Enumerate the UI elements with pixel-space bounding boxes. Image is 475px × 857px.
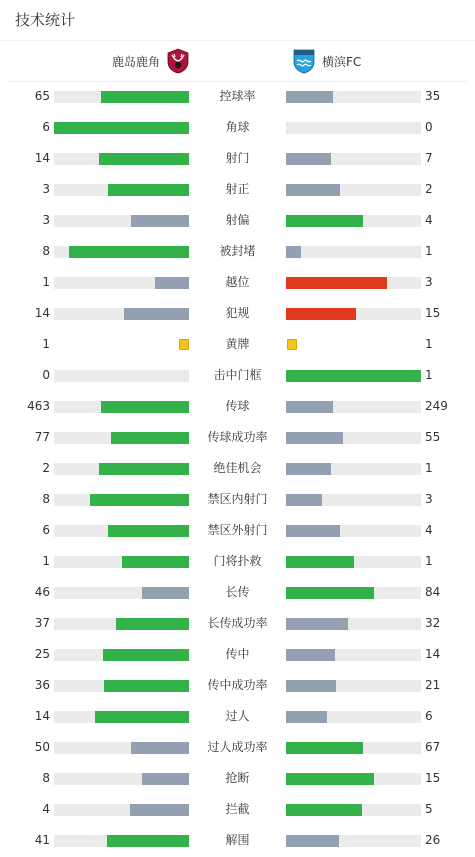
home-stat-value: 46: [34, 585, 50, 599]
away-stat-bar: [286, 556, 421, 568]
home-stat-value: 14: [34, 306, 50, 320]
away-stat-value: 6: [425, 709, 433, 723]
home-stat-bar: [54, 742, 189, 754]
away-stat-bar: [286, 184, 421, 196]
away-stat-bar-fill: [286, 835, 339, 847]
stat-row: [0, 361, 475, 392]
away-stat-value: 3: [425, 492, 433, 506]
home-stat-bar: [54, 649, 189, 661]
home-stat-bar-fill: [130, 804, 189, 816]
stat-row: [0, 826, 475, 857]
stat-row: [0, 640, 475, 671]
away-stat-value: 7: [425, 151, 433, 165]
home-stat-bar-fill: [122, 556, 190, 568]
home-stat-bar-fill: [108, 525, 189, 537]
away-stat-value: 32: [425, 616, 441, 630]
home-stat-value: 25: [34, 647, 50, 661]
stat-label: 犯规: [225, 306, 250, 320]
home-stat-value: 37: [34, 616, 50, 630]
stat-row: [0, 113, 475, 144]
home-stat-bar-fill: [131, 215, 189, 227]
away-stat-value: 15: [425, 306, 441, 320]
stat-row: [0, 144, 475, 175]
stat-label: 传中成功率: [207, 678, 268, 692]
away-stat-bar: [286, 215, 421, 227]
away-stat-bar: [286, 835, 421, 847]
stat-row: [0, 547, 475, 578]
stat-label: 射门: [225, 151, 250, 165]
home-stat-value: 2: [42, 461, 50, 475]
away-stat-bar: [286, 308, 421, 320]
stat-label: 角球: [225, 120, 250, 134]
kashima-antlers-crest-icon: [166, 48, 190, 74]
away-stat-bar-fill: [286, 432, 343, 444]
home-stat-bar: [54, 525, 189, 537]
away-stat-bar-fill: [286, 556, 354, 568]
away-stat-value: 1: [425, 244, 433, 258]
stat-row: [0, 423, 475, 454]
home-stat-value: 65: [34, 89, 50, 103]
home-stat-bar: [54, 711, 189, 723]
away-stat-bar-fill: [286, 277, 387, 289]
home-stat-value: 6: [42, 523, 50, 537]
home-stat-value: 77: [34, 430, 50, 444]
home-stat-bar: [54, 122, 189, 134]
away-stat-bar: [286, 680, 421, 692]
home-stat-bar-fill: [95, 711, 190, 723]
home-stat-bar-fill: [142, 773, 189, 785]
stat-label: 射正: [225, 182, 250, 196]
stat-label: 长传成功率: [207, 616, 268, 630]
stat-row: [0, 237, 475, 268]
home-stat-value: 4: [42, 802, 50, 816]
away-stat-value: 21: [425, 678, 441, 692]
away-stat-value: 1: [425, 337, 433, 351]
away-stat-bar: [286, 494, 421, 506]
home-stat-bar-fill: [99, 463, 189, 475]
stat-label: 传球成功率: [207, 430, 268, 444]
home-stat-value: 36: [34, 678, 50, 692]
home-stat-bar: [54, 587, 189, 599]
stat-row: [0, 206, 475, 237]
stat-row: [0, 733, 475, 764]
away-stat-bar: [286, 91, 421, 103]
home-stat-bar: [54, 680, 189, 692]
stat-row: [0, 82, 475, 113]
stats-list: [0, 82, 475, 857]
away-stat-bar: [286, 587, 421, 599]
stat-label: 禁区内射门: [207, 492, 268, 506]
stat-row: [0, 330, 475, 361]
away-stat-value: 26: [425, 833, 441, 847]
home-team-name: 鹿岛鹿角: [111, 54, 160, 69]
away-stat-bar-fill: [286, 494, 322, 506]
away-stat-value: 84: [425, 585, 441, 599]
away-stat-bar-fill: [286, 463, 331, 475]
home-stat-value: 1: [42, 275, 50, 289]
away-stat-bar: [286, 432, 421, 444]
home-stat-bar: [54, 246, 189, 258]
away-stat-bar: [286, 153, 421, 165]
stat-row: [0, 795, 475, 826]
home-stat-bar-fill: [101, 91, 189, 103]
home-stat-bar-fill: [54, 122, 189, 134]
away-stat-value: 67: [425, 740, 441, 754]
stat-label: 越位: [225, 275, 250, 289]
stat-row: [0, 671, 475, 702]
away-stat-value: 1: [425, 461, 433, 475]
home-stat-bar: [54, 773, 189, 785]
stat-row: [0, 702, 475, 733]
home-stat-bar-fill: [155, 277, 189, 289]
away-stat-bar: [286, 463, 421, 475]
stat-row: [0, 764, 475, 795]
home-stat-bar: [54, 370, 189, 382]
away-team-name: 横滨FC: [322, 54, 362, 69]
away-stat-bar: [286, 370, 421, 382]
away-stat-bar: [286, 773, 421, 785]
home-stat-bar-fill: [90, 494, 189, 506]
away-stat-bar-fill: [286, 742, 363, 754]
home-stat-bar: [54, 215, 189, 227]
away-stat-bar: [286, 277, 421, 289]
home-stat-bar: [54, 91, 189, 103]
stat-label: 过人: [225, 709, 250, 723]
home-stat-bar: [54, 835, 189, 847]
stat-label: 抢断: [225, 771, 250, 785]
home-stat-value: 50: [34, 740, 50, 754]
away-stat-bar-fill: [286, 308, 356, 320]
stat-row: [0, 454, 475, 485]
home-stat-bar: [54, 463, 189, 475]
away-stat-bar-fill: [286, 401, 333, 413]
stat-row: [0, 485, 475, 516]
away-stat-bar: [286, 742, 421, 754]
away-stat-bar-fill: [286, 525, 340, 537]
away-stat-value: 1: [425, 554, 433, 568]
home-stat-bar: [54, 556, 189, 568]
yellow-card-icon: [179, 339, 189, 350]
away-stat-value: 249: [425, 399, 448, 413]
away-stat-bar-fill: [286, 711, 327, 723]
stat-label: 长传: [225, 585, 250, 599]
home-stat-value: 8: [42, 492, 50, 506]
home-stat-bar-fill: [103, 649, 189, 661]
home-stat-bar-fill: [111, 432, 189, 444]
stat-label: 门将扑救: [213, 554, 262, 568]
home-stat-bar: [54, 804, 189, 816]
home-stat-bar: [54, 401, 189, 413]
home-stat-value: 14: [34, 151, 50, 165]
stat-row: [0, 175, 475, 206]
home-stat-bar-fill: [107, 835, 189, 847]
away-stat-value: 0: [425, 120, 433, 134]
away-stat-value: 1: [425, 368, 433, 382]
away-stat-value: 3: [425, 275, 433, 289]
stat-label: 控球率: [219, 89, 256, 103]
stat-label: 解围: [225, 833, 250, 847]
stat-label: 被封堵: [219, 244, 256, 258]
away-stat-bar-fill: [286, 618, 348, 630]
home-stat-bar: [54, 494, 189, 506]
home-stat-value: 0: [42, 368, 50, 382]
home-stat-value: 1: [42, 337, 50, 351]
home-stat-value: 14: [34, 709, 50, 723]
home-team[interactable]: [112, 48, 190, 74]
away-stat-bar: [286, 804, 421, 816]
stat-row: [0, 578, 475, 609]
away-stat-bar-fill: [286, 773, 374, 785]
yellow-card-icon: [287, 339, 297, 350]
stat-label: 拦截: [225, 802, 250, 816]
stat-row: [0, 268, 475, 299]
home-stat-bar-fill: [69, 246, 189, 258]
yokohama-fc-crest-icon: [292, 48, 316, 74]
away-stat-bar-fill: [286, 587, 374, 599]
home-stat-value: 3: [42, 182, 50, 196]
away-stat-bar: [286, 618, 421, 630]
away-stat-bar: [286, 649, 421, 661]
away-stat-bar: [286, 122, 421, 134]
stat-label: 绝佳机会: [213, 461, 262, 475]
home-stat-bar-fill: [99, 153, 189, 165]
away-stat-value: 4: [425, 523, 433, 537]
home-stat-value: 41: [34, 833, 50, 847]
home-stat-bar: [54, 184, 189, 196]
away-stat-bar-fill: [286, 246, 301, 258]
away-stat-bar: [286, 711, 421, 723]
away-stat-value: 15: [425, 771, 441, 785]
stat-row: [0, 392, 475, 423]
away-stat-bar-fill: [286, 91, 333, 103]
home-stat-bar-fill: [108, 184, 189, 196]
away-stat-bar-fill: [286, 184, 340, 196]
home-stat-bar: [54, 308, 189, 320]
away-stat-value: 14: [425, 647, 441, 661]
home-stat-bar: [54, 153, 189, 165]
away-stat-bar-fill: [286, 215, 363, 227]
home-stat-bar-fill: [131, 742, 189, 754]
stat-row: [0, 516, 475, 547]
home-stat-value: 8: [42, 244, 50, 258]
away-stat-value: 35: [425, 89, 441, 103]
stat-label: 禁区外射门: [207, 523, 268, 537]
home-stat-value: 1: [42, 554, 50, 568]
stat-label: 黄牌: [225, 337, 250, 351]
home-stat-bar-fill: [116, 618, 189, 630]
stat-label: 射偏: [225, 213, 250, 227]
home-stat-value: 463: [27, 399, 50, 413]
stat-row: [0, 299, 475, 330]
stat-label: 过人成功率: [207, 740, 268, 754]
home-stat-value: 6: [42, 120, 50, 134]
away-stat-bar-fill: [286, 649, 335, 661]
away-team[interactable]: [292, 48, 361, 74]
home-stat-bar-fill: [101, 401, 189, 413]
stat-label: 传球: [225, 399, 250, 413]
away-stat-bar: [286, 246, 421, 258]
title-divider: [0, 40, 475, 41]
home-stat-value: 3: [42, 213, 50, 227]
away-stat-value: 5: [425, 802, 433, 816]
away-stat-bar-fill: [286, 804, 362, 816]
away-stat-value: 4: [425, 213, 433, 227]
away-stat-bar-fill: [286, 153, 331, 165]
home-stat-bar: [54, 432, 189, 444]
home-stat-bar-fill: [124, 308, 189, 320]
home-stat-bar: [54, 277, 189, 289]
home-stat-bar-fill: [142, 587, 189, 599]
stat-label: 击中门框: [213, 368, 262, 382]
away-stat-bar: [286, 401, 421, 413]
home-stat-bar-fill: [104, 680, 189, 692]
away-stat-bar: [286, 525, 421, 537]
home-stat-value: 8: [42, 771, 50, 785]
home-stat-bar: [54, 618, 189, 630]
away-stat-value: 55: [425, 430, 441, 444]
stat-row: [0, 609, 475, 640]
away-stat-bar-fill: [286, 680, 336, 692]
away-stat-value: 2: [425, 182, 433, 196]
away-stat-bar-fill: [286, 370, 421, 382]
section-title: 技术统计: [15, 11, 76, 29]
stat-label: 传中: [225, 647, 250, 661]
